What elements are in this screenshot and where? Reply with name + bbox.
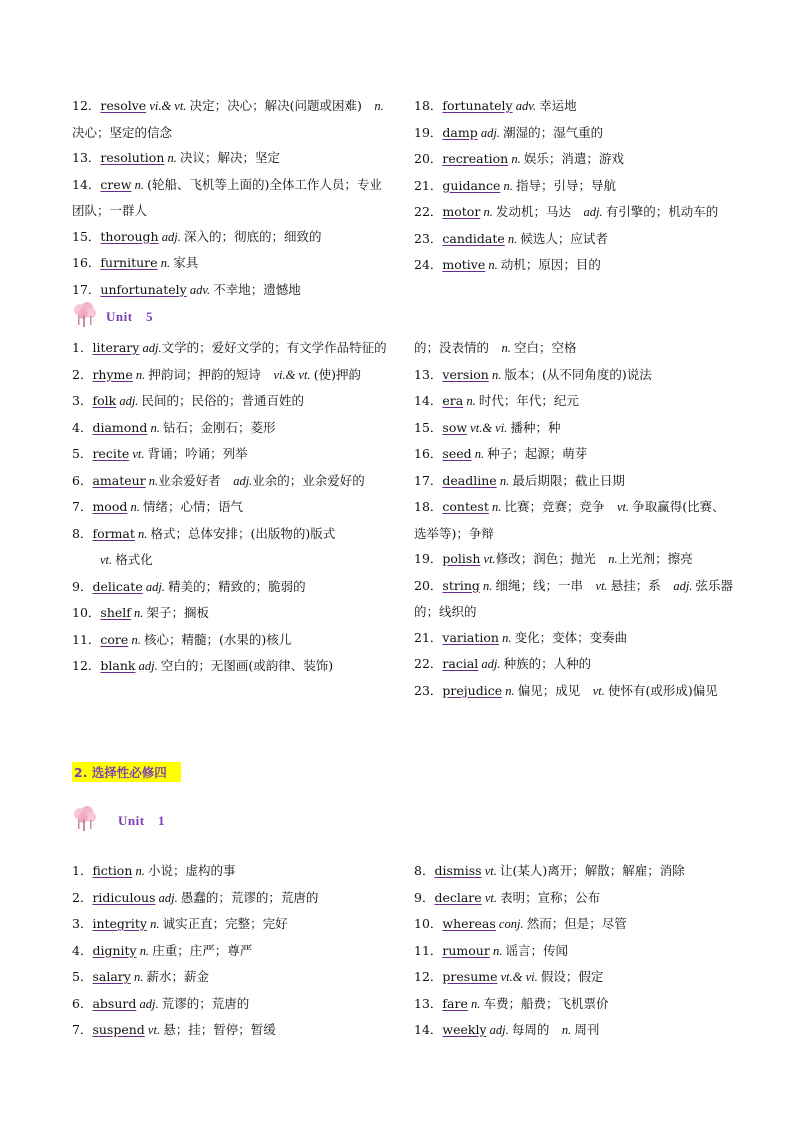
entry-definition: 悬；挂；暂停；暂缓	[163, 1022, 276, 1037]
entry-pos: n.	[467, 996, 484, 1011]
entry-number: 8．	[414, 863, 435, 878]
entry-definition: 小说；虚构的事	[148, 863, 236, 878]
entry-pos: vi.& vt.	[273, 367, 314, 382]
entry-pos: n.	[130, 606, 147, 620]
entry-pos: adv.	[512, 99, 540, 113]
entry-definition: (轮船、飞机等上面的)全体工作人员；专业团队；一群人	[72, 176, 382, 218]
entry-word: dignity	[92, 942, 137, 958]
vocab-entry	[72, 362, 392, 389]
vocab-entry	[72, 388, 392, 415]
vocab-entry	[414, 678, 734, 705]
entry-pos: vt.	[595, 578, 611, 593]
entry-pos: n.	[130, 970, 147, 984]
entry-word: fortunately	[442, 98, 513, 113]
vocab-entry	[414, 415, 734, 442]
vocab-entry	[414, 546, 734, 573]
entry-pos: n.	[127, 500, 143, 514]
entry-definition: 空白；空格	[514, 340, 577, 355]
entry-number: 4．	[72, 419, 93, 435]
vocab-entry	[414, 335, 734, 362]
entry-word: shelf	[100, 605, 131, 620]
block1-left-column	[72, 93, 392, 303]
vocab-entry	[72, 627, 392, 654]
vocab-entry	[72, 600, 392, 627]
vocab-entry	[414, 362, 734, 389]
entry-number: 24．	[414, 257, 443, 272]
entry-word: resolution	[100, 150, 165, 165]
vocab-entry	[72, 224, 392, 251]
entry-number: 13．	[414, 366, 443, 382]
entry-definition: 情绪；心情；语气	[142, 499, 243, 514]
vocab-entry	[72, 335, 392, 362]
entry-number: 18．	[414, 499, 443, 514]
entry-definition: 播种；种	[510, 419, 561, 435]
entry-definition: 愚蠢的；荒谬的；荒唐的	[180, 889, 319, 905]
entry-number: 14．	[414, 1022, 443, 1037]
entry-pos: n.	[480, 205, 496, 219]
vocab-entry	[72, 521, 392, 548]
entry-word: integrity	[92, 916, 147, 931]
entry-definition: 民间的；民俗的；普通百姓的	[141, 393, 305, 408]
entry-number: 23．	[414, 230, 443, 246]
entry-pos: n.	[145, 473, 159, 488]
entry-word: racial	[442, 656, 479, 671]
entry-definition: 薪水；薪金	[146, 969, 209, 984]
entry-word: contest	[442, 499, 489, 514]
entry-pos: vt.	[616, 500, 633, 514]
entry-pos: n.	[479, 578, 496, 593]
tree-icon	[72, 805, 98, 833]
entry-definition: 的；没表情的	[414, 340, 502, 355]
vocab-entry	[72, 885, 392, 912]
entry-pos: adv.	[186, 282, 214, 297]
entry-definition: 有引擎的；机动车的	[605, 204, 719, 219]
entry-definition: 幸运地	[539, 98, 577, 113]
entry-definition: 周刊	[574, 1022, 600, 1037]
entry-word: version	[442, 366, 489, 382]
entry-number: 1．	[72, 863, 93, 878]
entry-word: literary	[92, 340, 140, 355]
entry-definition: 种族的；人种的	[503, 656, 592, 671]
tree-icon	[72, 301, 98, 329]
entry-pos: n.	[500, 178, 516, 193]
entry-pos: n.	[131, 177, 148, 192]
entry-number: 14．	[414, 393, 443, 408]
entry-pos: n.	[561, 1023, 575, 1037]
entry-word: weekly	[442, 1022, 487, 1037]
entry-pos: adj.	[142, 579, 169, 594]
entry-definition: 车费；船费；飞机票价	[483, 995, 609, 1011]
vocab-entry	[414, 226, 734, 253]
vocab-entry	[414, 1017, 734, 1044]
entry-number: 16．	[72, 255, 101, 270]
entry-pos: n.	[164, 151, 180, 165]
entry-number: 21．	[414, 629, 443, 645]
entry-definition: 谣言；传闻	[505, 942, 568, 958]
entry-pos: n.	[608, 552, 618, 566]
entry-pos: n.	[471, 447, 488, 461]
entry-pos: adj.	[233, 473, 253, 488]
entry-pos: n.	[128, 632, 144, 647]
entry-number: 10．	[414, 916, 443, 931]
entry-word: deadline	[442, 472, 497, 488]
entry-definition: 版本；(从不同角度的)说法	[504, 366, 652, 382]
entry-number: 3．	[72, 916, 93, 931]
entry-definition: 押韵词；押韵的短诗	[148, 366, 274, 382]
entry-number: 16．	[414, 446, 443, 461]
vocab-entry	[72, 938, 392, 965]
entry-definition: 空白的；无图画(或韵律、装饰)	[160, 658, 334, 673]
entry-word: string	[442, 577, 480, 593]
entry-pos: n.	[463, 394, 479, 408]
entry-pos: n.	[132, 367, 149, 382]
entry-word: recite	[92, 446, 130, 461]
entry-pos: vi.& vt.	[146, 99, 190, 113]
entry-number: 4．	[72, 942, 93, 958]
entry-definition: 上光剂；擦亮	[617, 551, 693, 566]
vocab-entry	[72, 172, 392, 224]
entry-word: resolve	[100, 98, 147, 113]
entry-definition: 表明；宣称；公布	[500, 889, 601, 905]
entry-pos: n.	[132, 864, 149, 878]
entry-number: 6．	[72, 995, 93, 1011]
entry-pos: n.	[488, 367, 505, 382]
entry-pos: adj.	[116, 394, 142, 408]
vocab-entry	[72, 574, 392, 601]
entry-pos: adj.	[139, 341, 162, 355]
section-title: 2. 选择性必修四	[72, 762, 181, 782]
entry-pos: adj.	[155, 890, 181, 905]
entry-word: mood	[92, 499, 128, 514]
entry-pos: adj.	[158, 229, 184, 244]
entry-number: 3．	[72, 393, 93, 408]
entry-pos: adj.	[136, 996, 162, 1011]
entry-definition: 每周的	[511, 1022, 562, 1037]
entry-word: format	[92, 525, 135, 541]
entry-pos: adj.	[583, 205, 606, 219]
vocab-entry	[72, 964, 392, 991]
entry-word: amateur	[92, 472, 146, 488]
entry-definition: 业余的；业余爱好的	[252, 472, 365, 488]
vocab-entry	[414, 252, 734, 279]
entry-number: 13．	[414, 995, 443, 1011]
entry-definition: 弦乐器的；线织的	[414, 577, 734, 619]
entry-word: motor	[442, 204, 481, 219]
entry-definition: 决定；决心；解决(问题或困难)	[189, 98, 375, 113]
vocab-entry	[72, 547, 392, 574]
entry-number: 8．	[72, 525, 93, 541]
entry-pos: adj.	[135, 659, 161, 673]
block1-right-column	[414, 93, 734, 279]
entry-number: 7．	[72, 1022, 93, 1037]
entry-definition: 比赛；竞赛；竞争	[504, 499, 617, 514]
vocab-entry	[414, 173, 734, 200]
entry-pos: adj.	[478, 657, 504, 671]
entry-number: 9．	[414, 889, 435, 905]
entry-definition: 偏见；成见	[517, 682, 593, 698]
entry-number: 9．	[72, 578, 93, 594]
entry-definition: 假设；假定	[540, 969, 604, 984]
entry-number: 11．	[72, 631, 101, 647]
entry-pos: n.	[498, 630, 515, 645]
vocab-entry	[414, 938, 734, 965]
entry-pos: adj.	[673, 578, 696, 593]
entry-word: delicate	[92, 578, 143, 594]
entry-definition: 时代；年代；纪元	[478, 393, 579, 408]
vocab-entry	[72, 468, 392, 495]
entry-word: presume	[442, 969, 498, 984]
vocab-entry	[72, 494, 392, 521]
entry-definition: 精美的；精致的；脆弱的	[168, 578, 306, 594]
entry-word: crew	[100, 176, 132, 192]
entry-number: 11．	[414, 942, 443, 958]
entry-definition: 指导；引导；导航	[515, 177, 616, 193]
vocab-entry	[414, 93, 734, 120]
entry-definition: 让(某人)离开；解散；解雇；消除	[499, 863, 685, 878]
vocab-entry	[414, 651, 734, 678]
entry-number: 19．	[414, 551, 443, 566]
entry-word: candidate	[442, 230, 505, 246]
entry-number: 17．	[414, 472, 443, 488]
entry-number: 7．	[72, 499, 93, 514]
entry-definition: 决心；坚定的信念	[72, 124, 173, 140]
entry-definition: 使怀有(或形成)偏见	[608, 682, 718, 698]
unit5-right-column	[414, 335, 734, 704]
entry-word: polish	[442, 551, 481, 566]
vocab-entry	[414, 858, 734, 885]
entry-pos: vt.	[129, 447, 148, 461]
entry-number: 20．	[414, 577, 443, 593]
vocab-entry	[72, 653, 392, 680]
entry-word: whereas	[442, 916, 496, 931]
entry-word: diamond	[92, 419, 148, 435]
entry-definition: 架子；搁板	[146, 605, 210, 620]
entry-number: 13．	[72, 150, 101, 165]
entry-definition: 变化；变体；变奏曲	[514, 629, 628, 645]
entry-number: 20．	[414, 151, 443, 166]
unit5-header	[72, 300, 153, 330]
entry-definition: 钻石；金刚石；菱形	[162, 419, 276, 435]
entry-pos: n.	[136, 943, 153, 958]
entry-definition: 最后期限；截止日期	[512, 472, 625, 488]
entry-word: blank	[100, 658, 136, 673]
entry-pos: n.	[147, 420, 163, 435]
unit5-left-column	[72, 335, 392, 680]
vocab-entry	[414, 120, 734, 147]
entry-definition: 格式；总体安排；(出版物的)版式	[150, 525, 336, 541]
entry-word: rumour	[442, 942, 490, 958]
entry-definition: 文学的；爱好文学的；有文学作品特征的	[161, 340, 387, 355]
vocab-entry	[72, 93, 392, 145]
entry-number: 21．	[414, 177, 443, 193]
unit1-header	[72, 804, 165, 834]
entry-number: 22．	[414, 204, 443, 219]
entry-definition: 不幸地；遗憾地	[213, 281, 301, 297]
entry-word: variation	[442, 629, 499, 645]
entry-word: salary	[92, 969, 131, 984]
entry-pos: conj.	[495, 917, 527, 931]
vocab-entry	[414, 388, 734, 415]
entry-word: folk	[92, 393, 117, 408]
entry-definition: 诚实正直；完整；完好	[162, 916, 288, 931]
vocab-entry	[414, 146, 734, 173]
entry-word: damp	[442, 124, 478, 140]
entry-pos: n.	[374, 99, 384, 113]
entry-number: 15．	[414, 419, 443, 435]
entry-definition: 庄重；庄严；尊严	[152, 942, 253, 958]
vocab-entry	[414, 911, 734, 938]
entry-word: declare	[434, 889, 482, 905]
entry-definition: 决议；解决；坚定	[180, 150, 281, 165]
entry-definition: 悬挂；系	[610, 577, 674, 593]
entry-word: absurd	[92, 995, 137, 1011]
entry-word: sow	[442, 419, 468, 435]
entry-definition: (使)押韵	[313, 366, 361, 382]
entry-word: furniture	[100, 255, 158, 270]
entry-pos: vt.	[100, 553, 116, 567]
vocab-entry	[414, 494, 734, 546]
entry-definition: 修改；润色；抛光	[495, 551, 609, 566]
vocab-entry	[72, 858, 392, 885]
entry-number: 14．	[72, 176, 101, 192]
entry-definition: 背诵；吟诵；列举	[147, 446, 248, 461]
entry-number: 2．	[72, 889, 93, 905]
entry-word: suspend	[92, 1022, 145, 1037]
entry-pos: adj.	[486, 1023, 512, 1037]
entry-definition: 家具	[173, 255, 199, 270]
entry-number: 1．	[72, 340, 93, 355]
entry-number: 10．	[72, 605, 101, 620]
entry-pos: vt.	[481, 890, 501, 905]
entry-number: 23．	[414, 682, 443, 698]
entry-word: core	[100, 631, 129, 647]
entry-pos: n.	[504, 231, 521, 246]
vocab-entry	[414, 199, 734, 226]
vocab-entry	[414, 573, 734, 625]
entry-pos: vt.	[480, 552, 496, 566]
unit1-left-column	[72, 858, 392, 1044]
entry-pos: adj.	[477, 125, 504, 140]
entry-definition: 荒谬的；荒唐的	[161, 995, 250, 1011]
entry-word: unfortunately	[100, 281, 187, 297]
entry-number: 5．	[72, 446, 93, 461]
vocab-entry	[72, 415, 392, 442]
entry-definition: 业余爱好者	[158, 472, 234, 488]
entry-pos: vt.	[144, 1023, 164, 1037]
vocab-entry	[414, 441, 734, 468]
entry-definition: 发动机；马达	[495, 204, 584, 219]
vocab-entry	[72, 250, 392, 277]
entry-number: 19．	[414, 124, 443, 140]
vocab-entry	[414, 625, 734, 652]
entry-definition: 娱乐；消遣；游戏	[523, 151, 624, 166]
entry-number: 2．	[72, 366, 93, 382]
entry-word: rhyme	[92, 366, 133, 382]
vocab-entry	[72, 145, 392, 172]
entry-definition: 候选人；应试者	[520, 230, 608, 246]
entry-pos: n.	[485, 258, 501, 272]
vocab-entry	[72, 441, 392, 468]
entry-pos: vt.	[592, 683, 609, 698]
entry-word: dismiss	[434, 863, 482, 878]
vocab-entry	[414, 885, 734, 912]
entry-number: 6．	[72, 472, 93, 488]
vocab-entry	[414, 468, 734, 495]
unit1-label: Unit 1	[118, 812, 166, 828]
entry-word: era	[442, 393, 464, 408]
entry-pos: n.	[502, 683, 518, 698]
entry-word: fiction	[92, 863, 133, 878]
entry-pos: vt.& vi.	[497, 970, 541, 984]
entry-pos: n.	[501, 341, 515, 355]
entry-word: motive	[442, 257, 486, 272]
entry-word: seed	[442, 446, 472, 461]
entry-number: 12．	[414, 969, 443, 984]
entry-definition: 深入的；彻底的；细致的	[183, 228, 322, 244]
unit1-right-column	[414, 858, 734, 1044]
entry-pos: vt.	[481, 864, 500, 878]
entry-word: thorough	[100, 228, 159, 244]
entry-pos: n.	[508, 152, 524, 166]
entry-number: 17．	[72, 281, 101, 297]
entry-pos: n.	[489, 943, 506, 958]
vocab-entry	[414, 964, 734, 991]
entry-definition: 动机；原因；目的	[500, 257, 601, 272]
entry-number: 12．	[72, 658, 101, 673]
entry-pos: n.	[157, 256, 174, 270]
entry-definition: 然而；但是；尽管	[526, 916, 627, 931]
entry-pos: n.	[146, 917, 163, 931]
entry-pos: n.	[134, 526, 151, 541]
vocab-entry	[414, 991, 734, 1018]
entry-definition: 种子；起源；萌芽	[487, 446, 588, 461]
entry-number: 15．	[72, 228, 101, 244]
entry-word: prejudice	[442, 682, 503, 698]
entry-number: 12．	[72, 98, 101, 113]
entry-pos: vt.& vi.	[467, 420, 511, 435]
vocab-entry	[72, 1017, 392, 1044]
entry-word: ridiculous	[92, 889, 156, 905]
entry-definition: 格式化	[115, 552, 153, 567]
entry-word: fare	[442, 995, 468, 1011]
entry-definition: 潮湿的；湿气重的	[503, 124, 604, 140]
entry-definition: 核心；精髓；(水果的)核儿	[143, 631, 292, 647]
vocab-entry	[72, 991, 392, 1018]
unit5-label: Unit 5	[106, 308, 154, 324]
entry-definition: 细绳；线；一串	[495, 577, 596, 593]
vocab-entry	[72, 911, 392, 938]
entry-definition: 争取赢得(比赛、选举等)；争辩	[414, 499, 725, 541]
entry-pos: n.	[496, 473, 513, 488]
entry-number: 18．	[414, 98, 443, 113]
entry-pos: n.	[488, 500, 505, 514]
entry-word: guidance	[442, 177, 501, 193]
entry-word: recreation	[442, 151, 509, 166]
entry-number: 5．	[72, 969, 93, 984]
entry-number: 22．	[414, 656, 443, 671]
